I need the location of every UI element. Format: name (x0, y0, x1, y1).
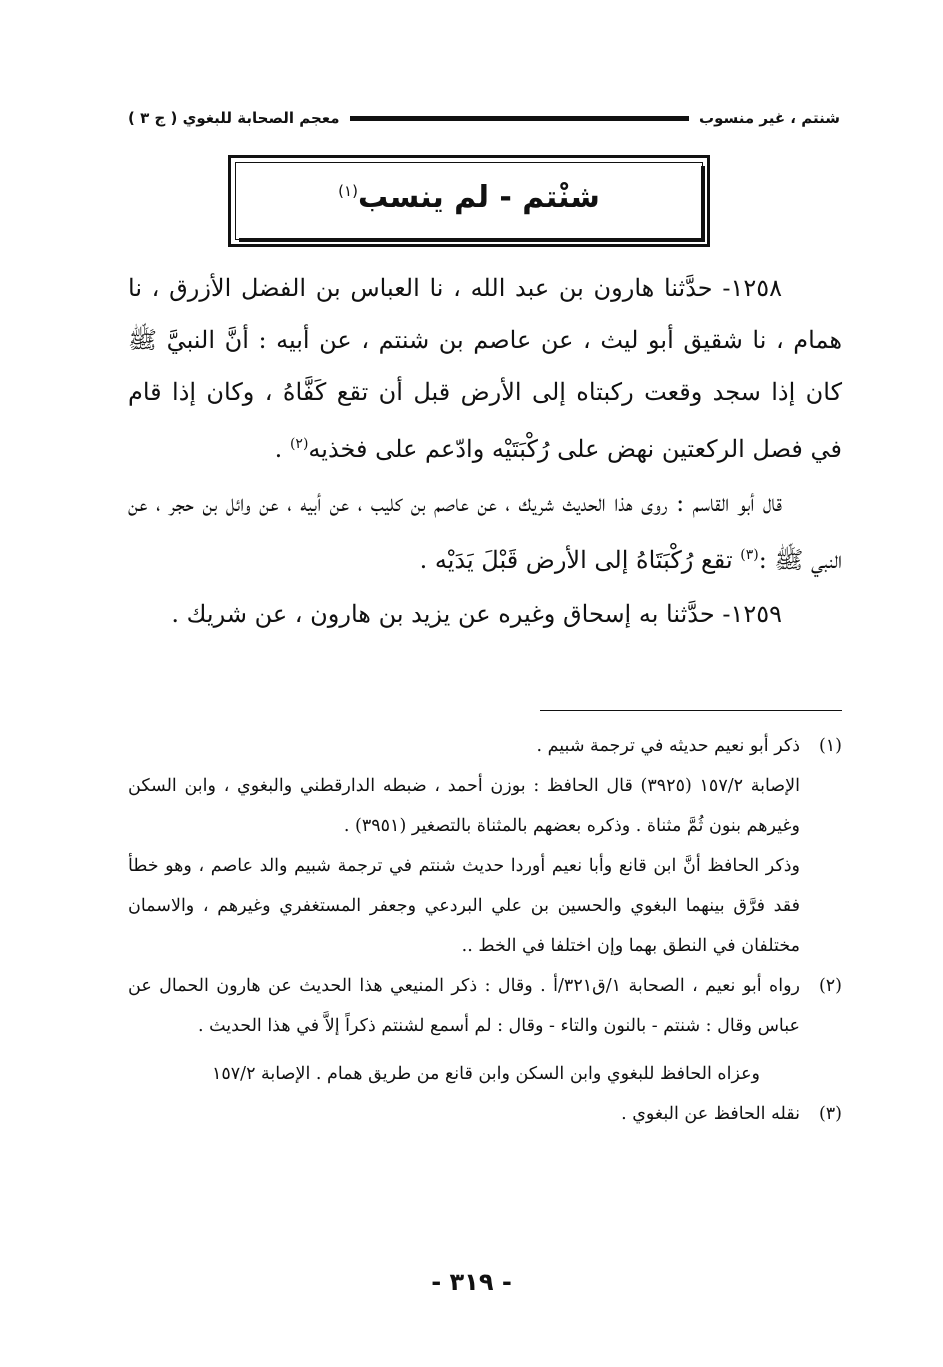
hadith-1258-text: ١٢٥٨- حدَّثنا هارون بن عبد الله ، نا العباس بن الفضل الأزرق ، نا همام ، نا شقيق أبو ليث ، عن عاصم بن شنتم ، عن أبيه : أنَّ النبيَّ ﷺ كان إذا سجد وقعت ركبتاه إلى الأرض قبل أن تقع كَفَّاهُ ، وكان إذا قام في فصل الركعتين نهض على رُكْبَتَيْه وادّعم على فخذيه (128, 274, 842, 463)
commentary-paragraph (128, 477, 842, 586)
header-rule (350, 116, 689, 121)
footnote-line: نقله الحافظ عن البغوي . (621, 1104, 800, 1124)
running-header (128, 100, 840, 136)
footnote-1 (128, 726, 842, 966)
entry-title-frame (228, 155, 710, 247)
entry-title-text: شنْتم - لم ينسب (357, 180, 600, 215)
footnote-line: ذكر أبو نعيم حديثه في ترجمة شبيم . (536, 736, 800, 756)
footnote-number: (١) (818, 736, 842, 756)
page-number: - ٣١٩ - (431, 1268, 512, 1296)
footnote-number: (٢) (818, 976, 842, 996)
hadith-1258 (128, 262, 842, 475)
commentary-text: قال أبو القاسم : روى هذا الحديث شريك ، عن عاصم بن كليب ، عن أبيه ، عن وائل بن حجر ، عن النبي ﷺ : (128, 489, 842, 574)
hadith-1258-end: . (274, 435, 290, 463)
commentary-end: تقع رُكْبَتَاهُ إلى الأرض قَبْلَ يَدَيْه . (419, 546, 741, 574)
entry-title-note: (١) (338, 182, 358, 200)
footnotes (128, 726, 842, 1134)
entry-title (231, 180, 707, 215)
header-entry-name: شنتم ، غير منسوب (699, 109, 840, 127)
footnote-3 (128, 1094, 842, 1134)
hadith-1259: ١٢٥٩- حدَّثنا به إسحاق وغيره عن يزيد بن هارون ، عن شريك . (171, 600, 782, 628)
footnote-line: الإصابة ١٥٧/٢ (٣٩٢٥) قال الحافظ : بوزن أحمد ، ضبطه الدارقطني والبغوي ، وابن السكن وغيرهم بنون ثُمَّ مثناة . وذكره بعضهم بالمثناة بالتصغير (٣٩٥١) . (128, 776, 801, 836)
footnote-2 (128, 966, 842, 1094)
footnote-line: رواه أبو نعيم ، الصحابة ١/ق٣٢١/أ . وقال : ذكر المنيعي هذا الحديث عن هارون الحمال عن عباس وقال : شنتم - بالنون والتاء - وقال : لم أسمع لشنتم ذكراً إلاَّ في هذا الحديث . (128, 976, 800, 1036)
footnote-ref-3: (٣) (740, 547, 759, 563)
footnote-separator (540, 710, 842, 711)
footnote-line: وذكر الحافظ أنَّ ابن قانع وأبا نعيم أوردا حديث شنتم في ترجمة شبيم والد عاصم ، وهو خطأ فقد فرَّق بينهما البغوي والحسين بن علي البردعي وجعفر المستغفري وغيرهم ، والاسمان مختلفان في النطق بهما وإن اختلفا في الخط .. (128, 856, 800, 956)
main-text (128, 262, 842, 640)
footnote-line: وعزاه الحافظ للبغوي وابن السكن وابن قانع من طريق همام . الإصابة ١٥٧/٢ (211, 1064, 760, 1084)
footnote-ref-2: (٢) (289, 436, 309, 452)
header-book-title: معجم الصحابة للبغوي ( ج ٣ ) (128, 109, 340, 127)
footnote-number: (٣) (818, 1104, 842, 1124)
